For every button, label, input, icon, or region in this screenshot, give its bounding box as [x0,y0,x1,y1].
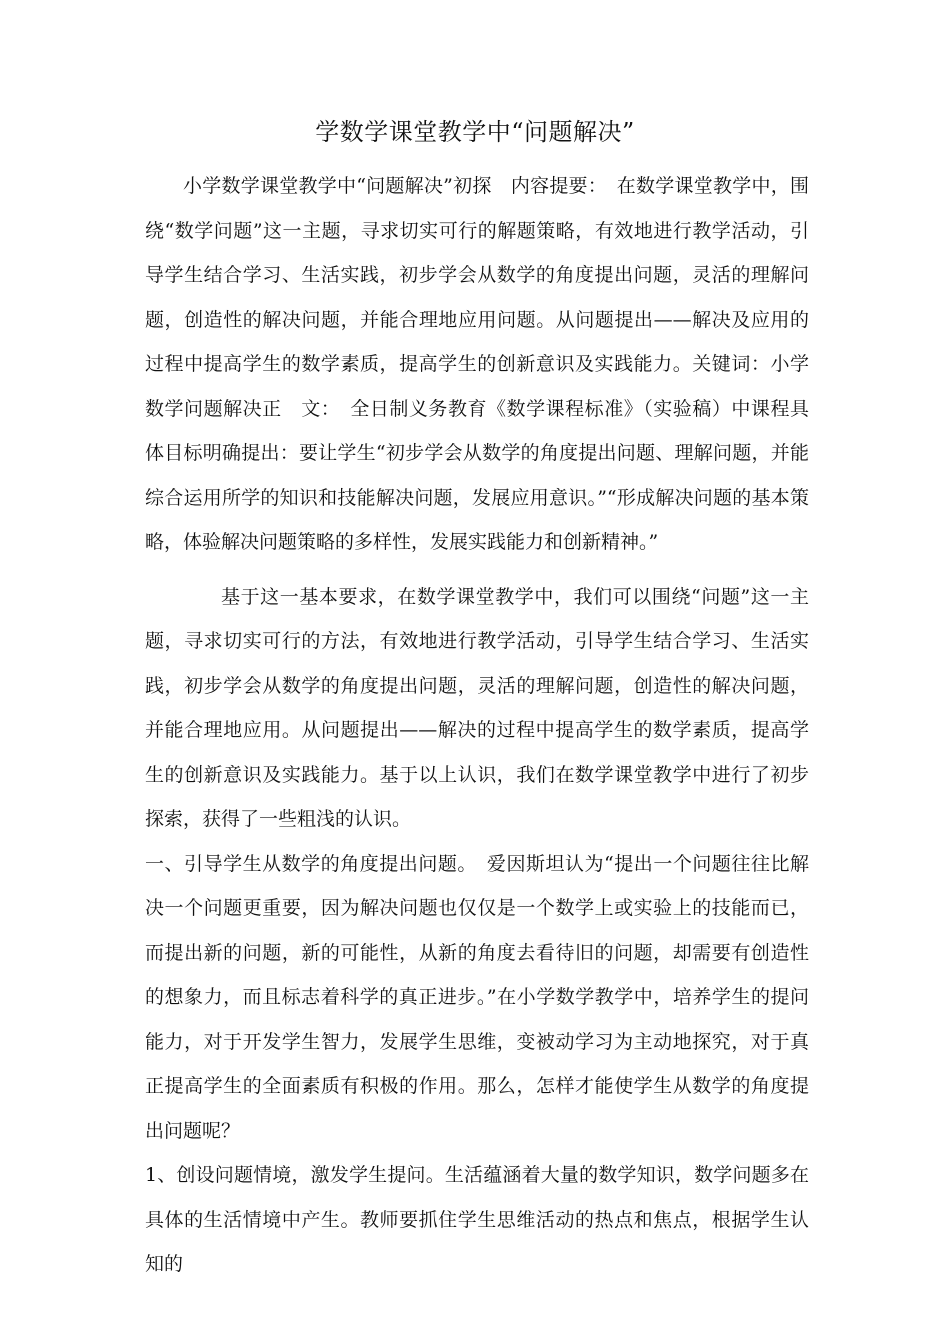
paragraph-basic-requirement: 基于这一基本要求，在数学课堂教学中，我们可以围绕“问题”这一主题，寻求切实可行的方法，有效地进行教学活动，引导学生结合学习、生活实践，初步学会从数学的角度提出问题，灵活的理解问题，创造性的解决问题，并能合理地应用。从问题提出——解决的过程中提高学生的数学素质，提高学生的创新意识及实践能力。基于以上认识，我们在数学课堂教学中进行了初步探索，获得了一些粗浅的认识。 [145,585,809,830]
document-body [145,164,809,1287]
paragraph-abstract: 小学数学课堂教学中“问题解决”初探 内容提要： 在数学课堂教学中，围绕“数学问题”这一主题，寻求切实可行的解题策略，有效地进行教学活动，引导学生结合学习、生活实践，初步学会从数学的角度提出问题，灵活的理解问题，创造性的解决问题，并能合理地应用问题。从问题提出——解决及应用的过程中提高学生的数学素质，提高学生的创新意识及实践能力。关键词：小学数学问题解决正 文： 全日制义务教育《数学课程标准》（实验稿）中课程具体目标明确提出：要让学生“初步学会从数学的角度提出问题、理解问题，并能综合运用所学的知识和技能解决问题，发展应用意识。”“形成解决问题的基本策略，体验解决问题策略的多样性，发展实践能力和创新精神。” [145,175,809,553]
paragraph-subsection-one: 1、创设问题情境，激发学生提问。生活蕴涵着大量的数学知识，数学问题多在具体的生活情境中产生。教师要抓住学生思维活动的热点和焦点，根据学生认知的 [145,1164,809,1275]
paragraph-section-one: 一、引导学生从数学的角度提出问题。 爱因斯坦认为“提出一个问题往往比解决一个问题更重要，因为解决问题也仅仅是一个数学上或实验上的技能而已，而提出新的问题，新的可能性，从新的角度去看待旧的问题，却需要有创造性的想象力，而且标志着科学的真正进步。”在小学数学教学中，培养学生的提问能力，对于开发学生智力，发展学生思维，变被动学习为主动地探究，对于真正提高学生的全面素质有积极的作用。那么，怎样才能使学生从数学的角度提出问题呢？ [145,852,809,1142]
document-title: 学数学课堂教学中“问题解决” [315,118,635,146]
